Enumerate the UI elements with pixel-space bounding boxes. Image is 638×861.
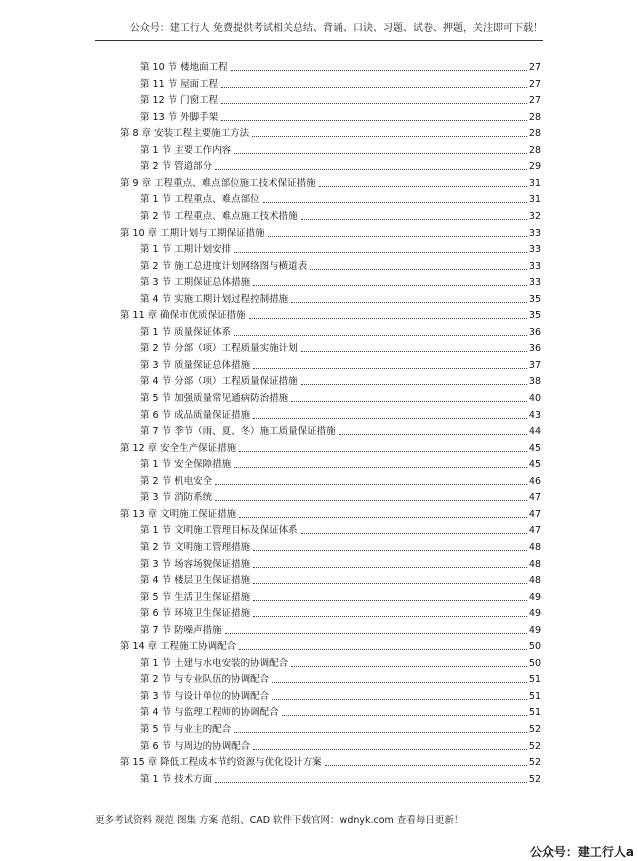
toc-section-row[interactable] — [0, 157, 638, 173]
dot-leader — [325, 764, 527, 766]
toc-entry-title: 第 6 节 与周边的协调配合 — [140, 740, 251, 752]
toc-entry-title: 第 8 章 安装工程主要施工方法 — [120, 128, 250, 140]
toc-section-row[interactable] — [0, 58, 638, 74]
toc-entry-title: 第 1 节 安全保障措施 — [140, 459, 232, 471]
toc-section-row[interactable] — [0, 339, 638, 355]
toc-section-row[interactable] — [0, 75, 638, 91]
dot-leader — [239, 516, 527, 518]
toc-section-row[interactable] — [0, 588, 638, 604]
toc-chapter-row[interactable] — [0, 124, 638, 140]
toc-section-row[interactable] — [0, 737, 638, 753]
toc-chapter-row[interactable] — [0, 439, 638, 455]
toc-section-row[interactable] — [0, 770, 638, 786]
toc-entry-title: 第 6 节 成品质量保证措施 — [140, 409, 251, 421]
toc-page-number: 37 — [528, 359, 541, 371]
dot-leader — [231, 69, 527, 71]
toc-page-number: 29 — [528, 161, 541, 173]
toc-section-row[interactable] — [0, 455, 638, 471]
toc-page-number: 49 — [528, 591, 541, 603]
toc-entry-title: 第 1 节 主要工作内容 — [140, 144, 232, 156]
dot-leader — [221, 102, 527, 104]
toc-entry-title: 第 11 章 确保市优质保证措施 — [120, 310, 246, 322]
toc-section-row[interactable] — [0, 555, 638, 571]
toc-page-number: 31 — [528, 194, 541, 206]
toc-entry-title: 第 12 节 门窗工程 — [140, 95, 219, 107]
toc-page-number: 33 — [528, 227, 541, 239]
toc-page-number: 31 — [528, 177, 541, 189]
toc-page-number: 49 — [528, 624, 541, 636]
toc-section-row[interactable] — [0, 654, 638, 670]
dot-leader — [291, 665, 527, 667]
toc-entry-title: 第 10 节 楼地面工程 — [140, 62, 228, 73]
dot-leader — [301, 218, 527, 220]
dot-leader — [272, 698, 527, 700]
dot-leader — [253, 599, 527, 601]
toc-page-number: 52 — [528, 757, 541, 769]
toc-entry-title: 第 4 节 楼层卫生保证措施 — [140, 575, 251, 587]
toc-entry-title: 第 12 章 安全生产保证措施 — [120, 442, 237, 454]
toc-page-number: 45 — [528, 459, 541, 471]
dot-leader — [301, 532, 527, 534]
toc-page-number: 51 — [528, 674, 541, 686]
dot-leader — [221, 119, 527, 121]
toc-entry-title: 第 3 节 场容场貌保证措施 — [140, 558, 251, 570]
toc-entry-title: 第 7 节 季节（雨、夏、冬）施工质量保证措施 — [140, 426, 336, 438]
page-header: 公众号：建工行人 免费提供考试相关总结、背诵、口诀、习题、试卷、押题，关注即可下载！ — [95, 18, 543, 41]
toc-section-row[interactable] — [0, 207, 638, 223]
toc-entry-title: 第 5 节 生活卫生保证措施 — [140, 591, 251, 603]
watermark-text: 公众号：建工行人a — [529, 845, 634, 859]
toc-entry-title: 第 13 节 外脚手架 — [140, 111, 219, 123]
toc-page-number: 47 — [528, 525, 541, 537]
dot-leader — [301, 350, 527, 352]
dot-leader — [234, 731, 527, 733]
toc-section-row[interactable] — [0, 703, 638, 719]
toc-page-number: 35 — [528, 293, 541, 305]
dot-leader — [319, 185, 527, 187]
toc-section-row[interactable] — [0, 273, 638, 289]
dot-leader — [234, 251, 527, 253]
toc-entry-title: 第 2 节 管道部分 — [140, 161, 213, 173]
toc-page-number: 33 — [528, 277, 541, 289]
dot-leader — [234, 466, 527, 468]
toc-section-row[interactable] — [0, 290, 638, 306]
dot-leader — [234, 152, 527, 154]
toc-page-number: 47 — [528, 508, 541, 520]
dot-leader — [253, 582, 527, 584]
toc-page-number: 48 — [528, 541, 541, 553]
toc-section-row[interactable] — [0, 389, 638, 405]
toc-page-number: 32 — [528, 210, 541, 222]
toc-entry-title: 第 2 节 分部（项）工程质量实施计划 — [140, 343, 298, 355]
toc-section-row[interactable] — [0, 240, 638, 256]
toc-section-row[interactable] — [0, 422, 638, 438]
dot-leader — [253, 367, 527, 369]
toc-entry-title: 第 14 章 工程施工协调配合 — [120, 641, 237, 653]
toc-page-number: 33 — [528, 260, 541, 272]
toc-section-row[interactable] — [0, 488, 638, 504]
toc-page-number: 45 — [528, 442, 541, 454]
toc-section-row[interactable] — [0, 538, 638, 554]
dot-leader — [291, 400, 527, 402]
toc-section-row[interactable] — [0, 141, 638, 157]
toc-entry-title: 第 9 章 工程重点、难点部位施工技术保证措施 — [120, 177, 316, 189]
toc-entry-title: 第 2 节 文明施工管理措施 — [140, 541, 251, 553]
toc-entry-title: 第 4 节 分部（项）工程质量保证措施 — [140, 376, 298, 388]
toc-page-number: 47 — [528, 492, 541, 504]
toc-entry-title: 第 2 节 机电安全 — [140, 475, 213, 487]
dot-leader — [272, 681, 527, 683]
toc-entry-title: 第 7 节 防噪声措施 — [140, 624, 222, 636]
toc-page-number: 49 — [528, 608, 541, 620]
toc-entry-title: 第 6 节 环境卫生保证措施 — [140, 608, 251, 620]
dot-leader — [310, 268, 527, 270]
toc-page-number: 48 — [528, 575, 541, 587]
toc-entry-title: 第 13 章 文明施工保证措施 — [120, 508, 237, 520]
toc-page-number: 28 — [528, 128, 541, 140]
toc-section-row[interactable] — [0, 621, 638, 637]
dot-leader — [301, 383, 527, 385]
toc-section-row[interactable] — [0, 687, 638, 703]
toc-entry-title: 第 1 节 文明施工管理目标及保证体系 — [140, 525, 298, 537]
dot-leader — [253, 748, 527, 750]
toc-chapter-row[interactable] — [0, 224, 638, 240]
toc-page-number: 51 — [528, 690, 541, 702]
toc-entry-title: 第 2 节 与专业队伍的协调配合 — [140, 674, 270, 686]
dot-leader — [339, 433, 527, 435]
toc-entry-title: 第 1 节 土建与水电安装的协调配合 — [140, 657, 289, 669]
dot-leader — [215, 781, 527, 783]
dot-leader — [249, 317, 527, 319]
dot-leader — [239, 450, 527, 452]
toc-section-row[interactable] — [0, 323, 638, 339]
toc-entry-title: 第 3 节 工期保证总体措施 — [140, 277, 251, 289]
dot-leader — [234, 334, 527, 336]
toc-page-number: 27 — [528, 62, 541, 73]
toc-entry-title: 第 5 节 加强质量常见通病防治措施 — [140, 393, 289, 404]
toc-section-row[interactable] — [0, 190, 638, 206]
dot-leader — [253, 284, 527, 286]
toc-section-row[interactable] — [0, 472, 638, 488]
toc-page-number: 44 — [528, 426, 541, 438]
toc-entry-title: 第 1 节 质量保证体系 — [140, 326, 232, 338]
dot-leader — [239, 648, 527, 650]
toc-chapter-row[interactable] — [0, 753, 638, 769]
toc-section-row[interactable] — [0, 604, 638, 620]
toc-section-row[interactable] — [0, 670, 638, 686]
toc-page-number: 36 — [528, 326, 541, 338]
toc-entry-title: 第 1 节 工程重点、难点部位 — [140, 194, 260, 206]
toc-page-number: 43 — [528, 409, 541, 421]
toc-page-number: 48 — [528, 558, 541, 570]
toc-page-number: 50 — [528, 657, 541, 669]
toc-page-number: 50 — [528, 641, 541, 653]
toc-entry-title: 第 2 节 工程重点、难点施工技术措施 — [140, 210, 298, 222]
dot-leader — [268, 235, 527, 237]
toc-entry-title: 第 5 节 与业主的配合 — [140, 724, 232, 735]
toc-entry-title: 第 1 节 工期计划安排 — [140, 244, 232, 256]
toc-entry-title: 第 3 节 质量保证总体措施 — [140, 359, 251, 371]
toc-section-row[interactable] — [0, 91, 638, 107]
toc-entry-title: 第 11 节 屋面工程 — [140, 78, 219, 90]
toc-chapter-row[interactable] — [0, 306, 638, 322]
dot-leader — [263, 201, 527, 203]
toc-section-row[interactable] — [0, 108, 638, 124]
toc-page-number: 46 — [528, 475, 541, 487]
dot-leader — [253, 417, 527, 419]
dot-leader — [282, 714, 527, 716]
toc-entry-title: 第 4 节 实施工期计划过程控制措施 — [140, 293, 289, 305]
toc-chapter-row[interactable] — [0, 174, 638, 190]
toc-page-number: 52 — [528, 773, 541, 785]
toc-entry-title: 第 15 章 降低工程成本节约资源与优化设计方案 — [120, 757, 322, 769]
toc-page-number: 33 — [528, 244, 541, 256]
toc-entry-title: 第 3 节 消防系统 — [140, 492, 213, 504]
toc-page-number: 40 — [528, 393, 541, 404]
toc-entry-title: 第 2 节 施工总进度计划网络图与横道表 — [140, 260, 308, 272]
toc-page-number: 35 — [528, 310, 541, 322]
dot-leader — [215, 483, 527, 485]
toc-section-row[interactable] — [0, 406, 638, 422]
toc-page-number: 28 — [528, 144, 541, 156]
toc-entry-title: 第 10 章 工期计划与工期保证措施 — [120, 227, 265, 239]
toc-entry-title: 第 4 节 与监理工程师的协调配合 — [140, 707, 279, 719]
toc-page-number: 51 — [528, 707, 541, 719]
toc-page-number: 36 — [528, 343, 541, 355]
toc-section-row[interactable] — [0, 356, 638, 372]
dot-leader — [253, 615, 527, 617]
toc-chapter-row[interactable] — [0, 505, 638, 521]
toc-section-row[interactable] — [0, 372, 638, 388]
dot-leader — [253, 566, 527, 568]
dot-leader — [291, 301, 527, 303]
toc-page-number: 27 — [528, 78, 541, 90]
toc-page-number: 38 — [528, 376, 541, 388]
toc-section-row[interactable] — [0, 521, 638, 537]
page-footer: 更多考试资料 规范 图集 方案 范组、CAD 软件下载官网：wdnyk.com 查看每日更新！ — [95, 815, 464, 826]
toc-section-row[interactable] — [0, 571, 638, 587]
toc-entry-title: 第 1 节 技术方面 — [140, 773, 213, 785]
dot-leader — [253, 549, 527, 551]
dot-leader — [221, 86, 527, 88]
toc-page-number: 28 — [528, 111, 541, 123]
toc-section-row[interactable] — [0, 720, 638, 736]
dot-leader — [215, 499, 527, 501]
toc-page-number: 27 — [528, 95, 541, 107]
toc-entry-title: 第 3 节 与设计单位的协调配合 — [140, 690, 270, 702]
dot-leader — [215, 168, 527, 170]
toc-section-row[interactable] — [0, 257, 638, 273]
dot-leader — [225, 632, 527, 634]
toc-page-number: 52 — [528, 724, 541, 735]
toc-chapter-row[interactable] — [0, 637, 638, 653]
dot-leader — [252, 135, 527, 137]
toc-page-number: 52 — [528, 740, 541, 752]
